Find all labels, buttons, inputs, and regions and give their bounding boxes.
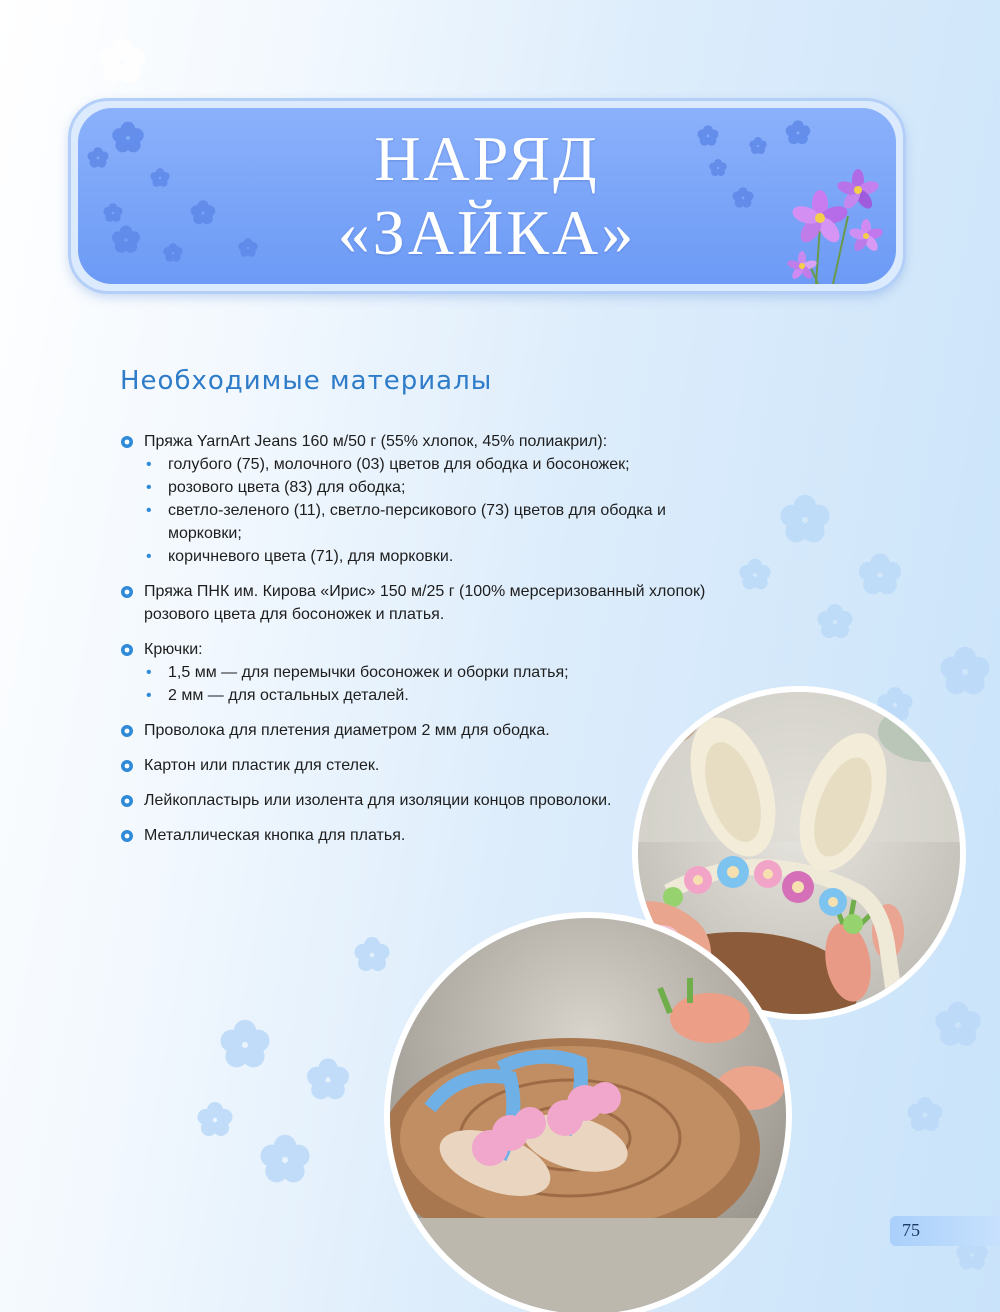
sub-list-item: • 1,5 мм — для перемычки босоножек и оборки платья; [144, 661, 710, 684]
dot-bullet-icon: • [146, 664, 152, 681]
title-line-2: «ЗАЙКА» [337, 197, 637, 268]
list-item-text: Пряжа ПНК им. Кирова «Ирис» 150 м/25 г (100% мерсеризованный хлопок) розового цвета для босоножек и платья. [144, 583, 706, 623]
list-item [120, 430, 710, 568]
list-item [120, 789, 710, 812]
sub-list-item: • розового цвета (83) для ободка; [144, 476, 710, 499]
list-item-text: Лейкопластырь или изолента для изоляции концов проволоки. [144, 792, 612, 809]
circle-bullet-icon [120, 643, 134, 657]
list-item [120, 824, 710, 847]
crochet-sandals-photo [384, 912, 792, 1312]
list-item-text: Картон или пластик для стелек. [144, 757, 380, 774]
list-item [120, 580, 710, 626]
page-number-tab [890, 1216, 1000, 1246]
circle-bullet-icon [120, 794, 134, 808]
list-item-text: Металлическая кнопка для платья. [144, 827, 406, 844]
dot-bullet-icon: • [146, 502, 152, 519]
title-line-1: НАРЯД [374, 123, 600, 194]
circle-bullet-icon [120, 759, 134, 773]
dot-bullet-icon: • [146, 479, 152, 496]
list-item [120, 719, 710, 742]
list-item-text: Пряжа YarnArt Jeans 160 м/50 г (55% хлопок, 45% полиакрил): [144, 433, 608, 450]
sub-list-item: • коричневого цвета (71), для морковки. [144, 545, 710, 568]
list-item [120, 754, 710, 777]
title-banner [78, 108, 896, 284]
sub-list-item: • 2 мм — для остальных деталей. [144, 684, 710, 707]
list-item-text: Проволока для плетения диаметром 2 мм для ободка. [144, 722, 550, 739]
list-item-text: Крючки: [144, 641, 203, 658]
dot-bullet-icon: • [146, 548, 152, 565]
page-number: 75 [902, 1220, 920, 1240]
sub-list-item: • голубого (75), молочного (03) цветов для ободка и босоножек; [144, 453, 710, 476]
dot-bullet-icon: • [146, 687, 152, 704]
dot-bullet-icon: • [146, 456, 152, 473]
sub-list [144, 661, 710, 707]
circle-bullet-icon [120, 435, 134, 449]
section-heading: Необходимые материалы [120, 366, 493, 396]
circle-bullet-icon [120, 585, 134, 599]
list-item [120, 638, 710, 707]
circle-bullet-icon [120, 829, 134, 843]
circle-bullet-icon [120, 724, 134, 738]
sub-list-item: • светло-зеленого (11), светло-персикового (73) цветов для ободка и морковки; [144, 499, 710, 545]
page-title [78, 122, 896, 270]
materials-list [120, 430, 710, 859]
sub-list [144, 453, 710, 568]
